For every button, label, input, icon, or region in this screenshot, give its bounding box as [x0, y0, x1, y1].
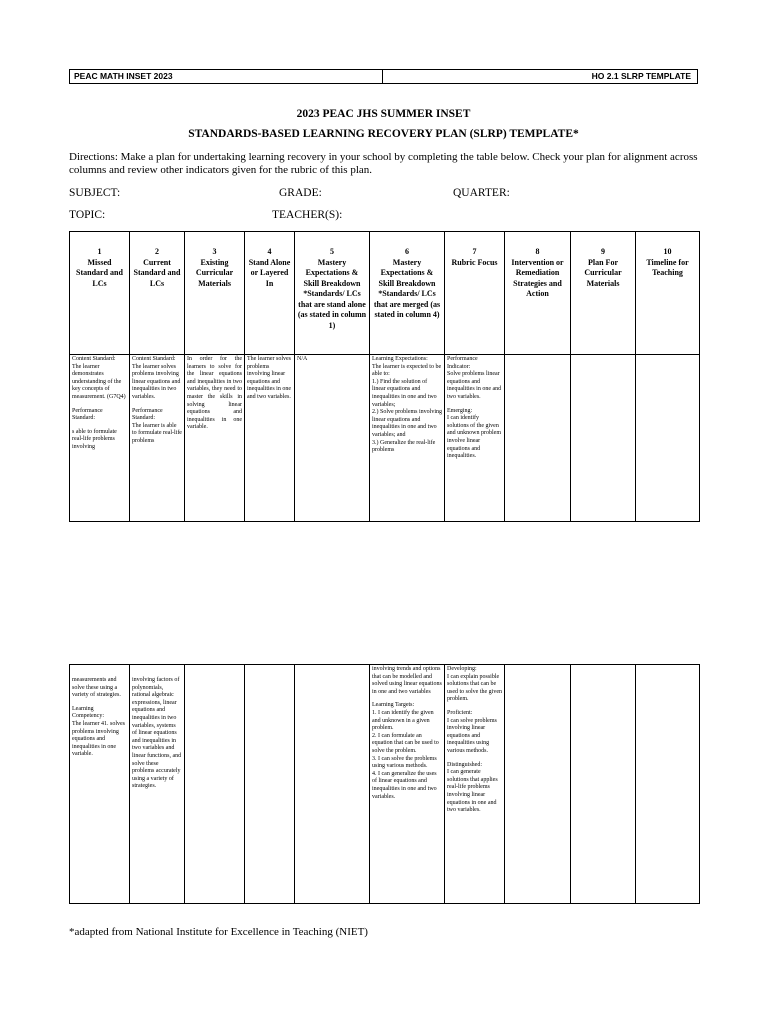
table-cell: involving trends and options that can be modelled and solved using linear equations in one and two variables Learning Targets: 1. I can identify the given and unknown in a given problem. 2. I can formulate an equation that can be used to solve the problem. 3. I can solve the problems using various methods. 4. I can generalize the uses of linear equations and inequalities in one and two variables.: [370, 665, 445, 904]
column-header: 3 Existing Curricular Materials: [185, 232, 245, 355]
table-cell: measurements and solve these using a variety of strategies. Learning Competency: The learner 41. solves problems involving equations and inequalities in one variable.: [70, 665, 130, 904]
header-right: HO 2.1 SLRP TEMPLATE: [591, 71, 691, 81]
document-header: [69, 69, 698, 84]
column-header: 6 Mastery Expectations & Skill Breakdown *Standards/ LCs that are merged (as stated in column 4): [370, 232, 445, 355]
column-header: 10 Timeline for Teaching: [636, 232, 700, 355]
table-cell: Content Standard: The learner solves problems involving linear equations and inequalities in two variables. Performance Standard: The learner is able to formulate real-life problems: [130, 355, 185, 522]
column-header: 5 Mastery Expectations & Skill Breakdown *Standards/ LCs that are stand alone (as stated in column 1): [295, 232, 370, 355]
column-header: 4 Stand Alone or Layered In: [245, 232, 295, 355]
table-row: [70, 355, 700, 522]
table-row: [70, 665, 700, 904]
table-cell: [505, 665, 571, 904]
column-header: 2 Current Standard and LCs: [130, 232, 185, 355]
table-cell: In order for the learners to solve for the linear equations and inequalities in two variables, they need to master the skills in solving linear equations and inequalities in one variable.: [185, 355, 245, 522]
document-title: 2023 PEAC JHS SUMMER INSET: [296, 108, 471, 120]
table-cell: N/A: [295, 355, 370, 522]
table-cell: [571, 355, 636, 522]
teachers-label: TEACHER(S):: [272, 209, 343, 221]
table-cell: The learner solves problems involving linear equations and inequalities in one and two variables.: [245, 355, 295, 522]
slrp-table-part-1: [69, 231, 700, 522]
table-cell: [505, 355, 571, 522]
table-cell: Developing: I can explain possible solutions that can be used to solve the given problem. Proficient: I can solve problems involving linear equations and inequalities using various methods. Distinguished: I can generate solutions that applies real-life problems involving linear equations in one and two variables.: [445, 665, 505, 904]
column-header: 8 Intervention or Remediation Strategies and Action: [505, 232, 571, 355]
column-header: 1 Missed Standard and LCs: [70, 232, 130, 355]
table-cell: [636, 355, 700, 522]
header-left: PEAC MATH INSET 2023: [70, 70, 383, 83]
table-cell: Content Standard: The learner demonstrates understanding of the key concepts of measurement. (G7Q4) Performance Standard: s able to formulate real-life problems involving: [70, 355, 130, 522]
footnote: *adapted from National Institute for Excellence in Teaching (NIET): [69, 926, 368, 938]
table-cell: [636, 665, 700, 904]
table-cell: Learning Expectations: The learner is expected to be able to: 1.) Find the solution of linear equations and inequalities in one and two variables; 2.) Solve problems involving linear equations and inequalities in one and two variables; and 3.) Generalize the real-life problems: [370, 355, 445, 522]
table-cell: [571, 665, 636, 904]
quarter-label: QUARTER:: [453, 187, 510, 199]
directions-text: Directions: Make a plan for undertaking learning recovery in your school by completing the table below. Check your plan for alignment across columns and review other indicators given for the rubric of this plan.: [69, 151, 698, 176]
document-subtitle: STANDARDS-BASED LEARNING RECOVERY PLAN (SLRP) TEMPLATE*: [188, 128, 579, 140]
table-cell: involving factors of polynomials, rational algebraic expressions, linear equations and inequalities in two variables, systems of linear equations and inequalities in two variables and linear functions, and solve these problems accurately using a variety of strategies.: [130, 665, 185, 904]
grade-label: GRADE:: [279, 187, 322, 199]
column-header: 9 Plan For Curricular Materials: [571, 232, 636, 355]
table-cell: [295, 665, 370, 904]
column-header: 7 Rubric Focus: [445, 232, 505, 355]
table-cell: [245, 665, 295, 904]
slrp-table-part-2: [69, 664, 700, 904]
table-cell: [185, 665, 245, 904]
topic-label: TOPIC:: [69, 209, 106, 221]
table-header-row: [70, 232, 700, 355]
subject-label: SUBJECT:: [69, 187, 121, 199]
table-cell: Performance Indicator: Solve problems linear equations and inequalities in one and two variables. Emerging: I can identify solutions of the given and unknown problem involve linear equations and inequalities.: [445, 355, 505, 522]
